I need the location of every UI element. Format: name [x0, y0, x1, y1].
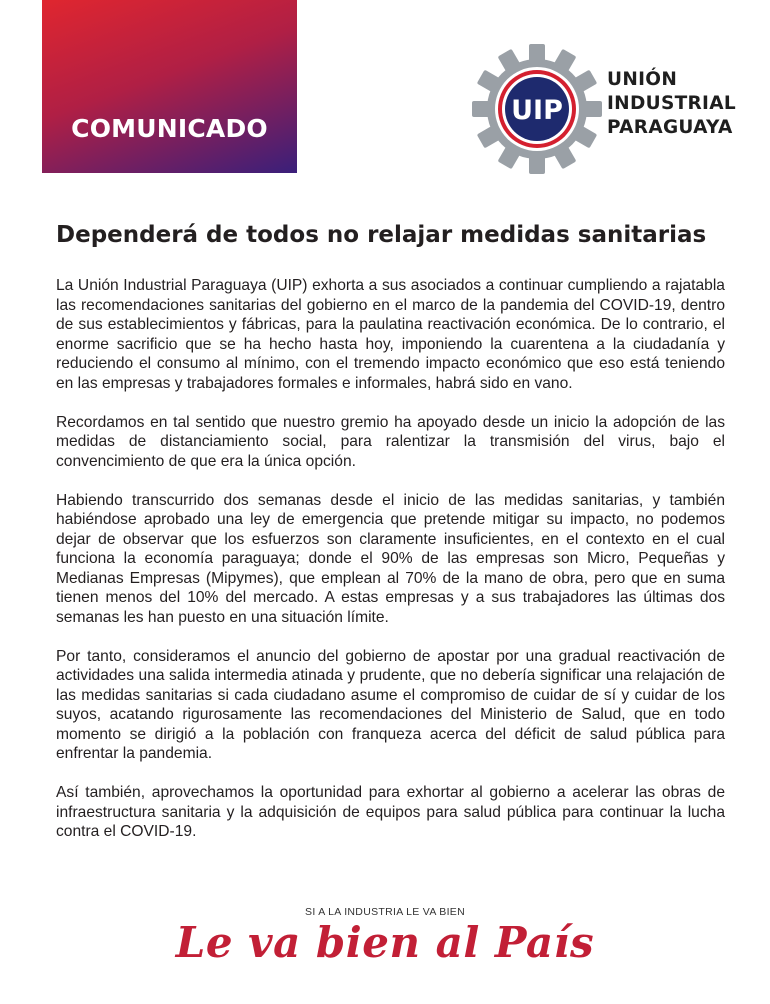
tagline-big: Le va bien al País: [175, 918, 595, 967]
paragraph: Habiendo transcurrido dos semanas desde el inicio de las medidas sanitarias, y también habiéndose aprobado una ley de emergencia que pretende mitigar su impacto, no podemos dejar de observar que los esfuerzos son claramente insuficientes, en el contexto en el cual funciona la economía paraguaya; donde el 90% de las empresas son Micro, Pequeñas y Medianas Empresas (Mipymes), que emplean al 70% de la mano de obra, pero que en suma tienen menos del 10% del mercado. A estas empresas y a sus trabajadores las últimas dos semanas les han puesto en una situación límite.: [56, 491, 725, 626]
headline: Dependerá de todos no relajar medidas sanitarias: [56, 222, 707, 248]
comunicado-banner: [42, 0, 297, 173]
body-text: [56, 276, 725, 861]
logo-text: UIP: [511, 95, 563, 126]
paragraph: La Unión Industrial Paraguaya (UIP) exhorta a sus asociados a continuar cumpliendo a rajatabla las recomendaciones sanitarias del gobierno en el marco de la pandemia del COVID-19, dentro de sus establecimientos y fábricas, para la paulatina reactivación económica. De lo contrario, el enorme sacrificio que se ha hecho hasta hoy, imponiendo la cuarentena a la ciudadanía y reduciendo el consumo al mínimo, con el tremendo impacto económico que eso está teniendo en las empresas y trabajadores formales e informales, habrá sido en vano.: [56, 277, 725, 392]
org-name: [607, 68, 736, 140]
tagline-small: SI A LA INDUSTRIA LE VA BIEN: [305, 906, 465, 918]
paragraph: Recordamos en tal sentido que nuestro gremio ha apoyado desde un inicio la adopción de las medidas de distanciamiento social, para ralentizar la transmisión del virus, bajo el convencimiento de que era la única opción.: [56, 413, 725, 470]
banner-label: COMUNICADO: [71, 114, 268, 143]
org-name-line: UNIÓN: [607, 69, 678, 90]
uip-logo: [472, 44, 602, 174]
paragraph: Por tanto, consideramos el anuncio del gobierno de apostar por una gradual reactivación de actividades una salida intermedia atinada y prudente, que no debería significar una relajación de las medidas sanitarias si cada ciudadano asume el compromiso de cuidar de sí y cuidar de los suyos, acatando rigurosamente las recomendaciones del Ministerio de Salud, que en todo momento se dirigió a la población con franqueza acerca del déficit de salud pública para enfrentar la pandemia.: [56, 647, 725, 762]
org-name-line: PARAGUAYA: [607, 117, 733, 138]
paragraph: Así también, aprovechamos la oportunidad para exhortar al gobierno a acelerar las obras de infraestructura sanitaria y la adquisición de equipos para salud pública para continuar la lucha contra el COVID-19.: [56, 784, 725, 840]
org-name-line: INDUSTRIAL: [607, 93, 736, 114]
